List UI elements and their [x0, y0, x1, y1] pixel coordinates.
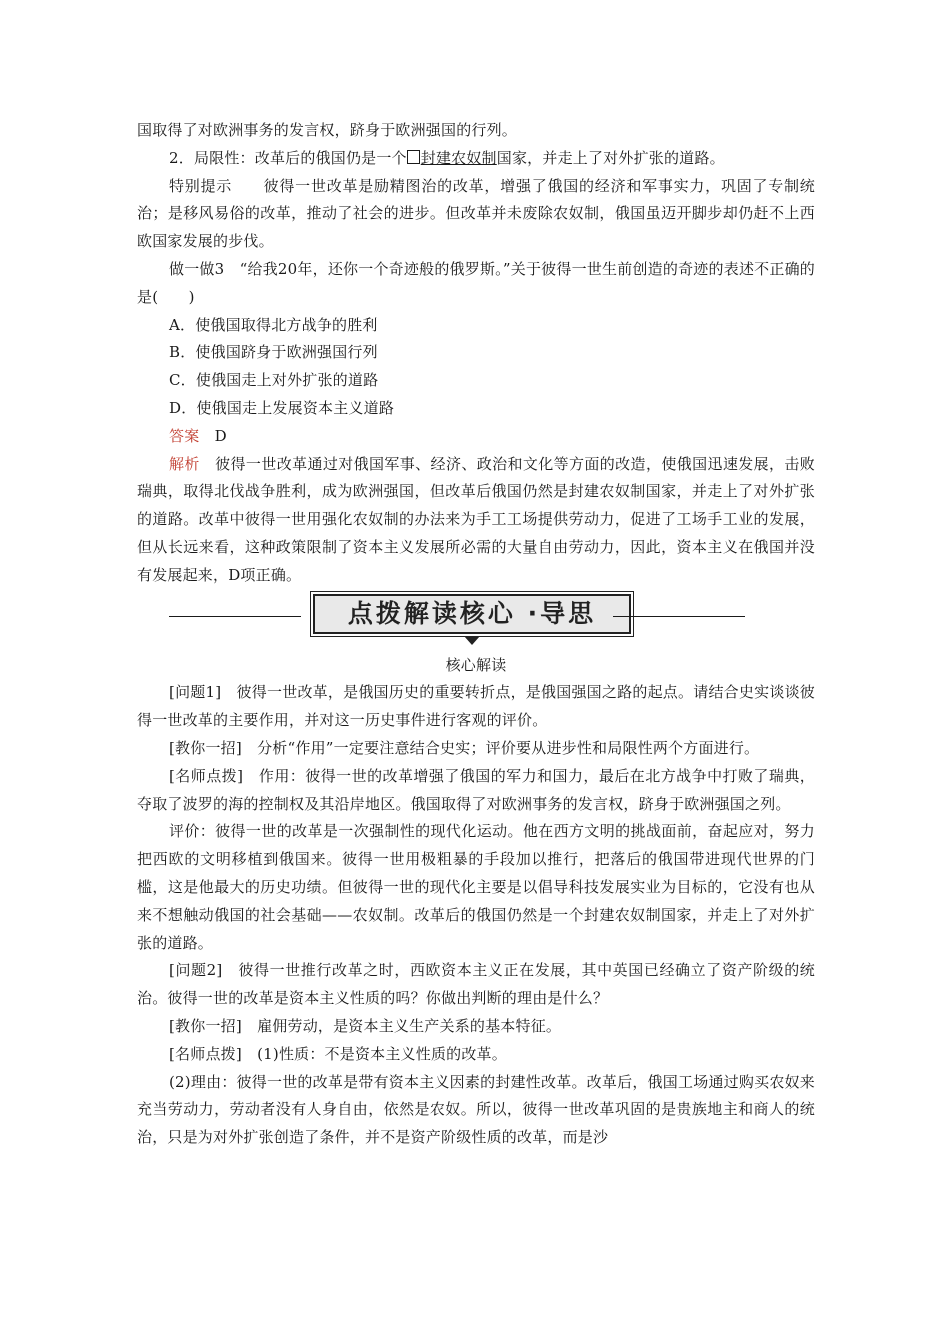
- guide-1: [名师点拨] 作用：彼得一世的改革增强了俄国的军力和国力，最后在北方战争中打败了瑞典，夺取了波罗的海的控制权及其沿岸地区。俄国取得了对欧洲事务的发言权，跻身于欧洲强国之列。: [137, 766, 815, 813]
- guide-2: [名师点拨] (1)性质：不是资本主义性质的改革。: [169, 1044, 507, 1063]
- limitation-answer: 封建农奴制: [420, 148, 497, 167]
- limitation-prefix: 2．局限性：改革后的俄国仍是一个: [169, 148, 407, 167]
- banner-rule-right: [613, 616, 745, 617]
- banner-pointer-icon: [464, 636, 480, 645]
- paragraph-continuation: 国取得了对欧洲事务的发言权，跻身于欧洲强国的行列。: [137, 121, 518, 139]
- tip-1: [教你一招] 分析“作用”一定要注意结合史实；评价要从进步性和局限性两个方面进行。: [169, 738, 760, 757]
- special-tip-label: 特别提示: [169, 176, 233, 195]
- special-tip: [137, 173, 815, 256]
- blank-box-icon: [407, 150, 420, 164]
- evaluation-1: 评价：彼得一世的改革是一次强制性的现代化运动。他在西方文明的挑战面前，奋起应对，努力把西欧的文明移植到俄国来。彼得一世用极粗暴的手段加以推行，把落后的俄国带进现代世界的门槛，这是他最大的历史功绩。但彼得一世的现代化主要是以倡导科技发展实业为目标的，它没有也从来不想触动俄国的社会基础——农奴制。改革后的俄国仍然是一个封建农奴制国家，并走上了对外扩张的道路。: [137, 822, 815, 952]
- section-banner: [137, 594, 815, 652]
- reason-2: (2)理由：彼得一世的改革是带有资本主义因素的封建性改革。改革后，俄国工场通过购买农奴来充当劳动力，劳动者没有人身自由，依然是农奴。所以，彼得一世改革巩固的是贵族地主和商人的统治，只是为对外扩张创造了条件，并不是资产阶级性质的改革，而是沙: [137, 1072, 815, 1147]
- option-c: C．使俄国走上对外扩张的道路: [169, 371, 379, 390]
- document-page: [137, 117, 815, 1152]
- section-title: 核心解读: [445, 655, 507, 674]
- option-d: D．使俄国走上发展资本主义道路: [169, 398, 395, 417]
- special-tip-text: 彼得一世改革是励精图治的改革，增强了俄国的经济和军事实力，巩固了专制统治；是移风易俗的改革，推动了社会的进步。但改革并未废除农奴制，俄国虽迈开脚步却仍赶不上西欧国家发展的步伐。: [137, 176, 816, 251]
- option-b: B．使俄国跻身于欧洲强国行列: [169, 343, 378, 362]
- exercise-question: 做一做3 “给我20年，还你一个奇迹般的俄罗斯。”关于彼得一世生前创造的奇迹的表述不正确的是( ): [137, 259, 815, 306]
- paragraph-limitation: [137, 145, 815, 173]
- analysis-label: 解析: [169, 454, 200, 473]
- banner-rule-left: [169, 616, 301, 617]
- limitation-suffix: 国家，并走上了对外扩张的道路。: [496, 148, 725, 167]
- question-2: [问题2] 彼得一世推行改革之时，西欧资本主义正在发展，其中英国已经确立了资产阶级的统治。彼得一世的改革是资本主义性质的吗？你做出判断的理由是什么？: [137, 961, 815, 1008]
- analysis-paragraph: [137, 451, 815, 590]
- answer-label: 答案: [169, 426, 200, 445]
- answer-value: D: [199, 426, 227, 445]
- question-1: [问题1] 彼得一世改革，是俄国历史的重要转折点，是俄国强国之路的起点。请结合史实谈谈彼得一世改革的主要作用，并对这一历史事件进行客观的评价。: [137, 683, 815, 730]
- option-a: A．使俄国取得北方战争的胜利: [169, 315, 378, 334]
- answer-line: [137, 423, 815, 451]
- banner-frame: [313, 594, 631, 634]
- banner-title: 点拨解读核心 ·导思: [347, 598, 597, 628]
- tip-2: [教你一招] 雇佣劳动，是资本主义生产关系的基本特征。: [169, 1016, 562, 1035]
- analysis-text: 彼得一世改革通过对俄国军事、经济、政治和文化等方面的改造，使俄国迅速发展，击败瑞典，取得北伐战争胜利，成为欧洲强国，但改革后俄国仍然是封建农奴制国家，并走上了对外扩张的道路。改革中彼得一世用强化农奴制的办法来为手工工场提供劳动力，促进了工场手工业的发展，但从长远来看，这种政策限制了资本主义发展所必需的大量自由劳动力，因此，资本主义在俄国并没有发展起来，D项正确。: [137, 454, 815, 584]
